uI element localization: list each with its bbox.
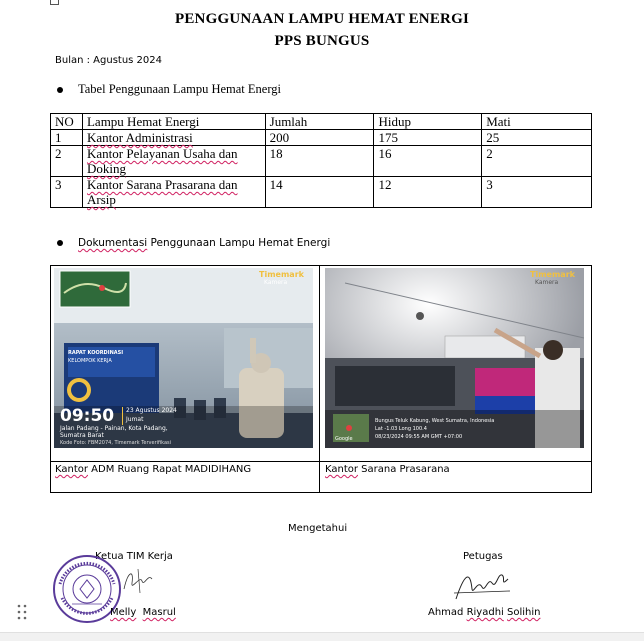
drag-handle-icon[interactable] — [17, 604, 27, 620]
signature-ahmad — [452, 565, 512, 607]
banner-text: RAPAT KOORDINASI — [68, 350, 124, 356]
photo-date: 23 Agustus 2024 — [126, 407, 177, 414]
table-cell-text: Kantor Administrasi — [86, 130, 193, 145]
table-row — [51, 146, 592, 177]
section-heading-word: Dokumentasi — [78, 237, 148, 249]
caption-rest: ADM Ruang Rapat MADIDIHANG — [88, 464, 252, 475]
lamp-usage-table — [50, 113, 592, 208]
caption-word: Kantor — [55, 464, 88, 475]
caption-rest: Sarana Prasarana — [358, 464, 450, 475]
photo-coordinates: Lat -1.03 Long 100.4 — [375, 426, 427, 432]
table-cell: 175 — [374, 130, 482, 146]
signer-name-first: Ahmad — [428, 607, 467, 618]
photo-timestamp: 08/23/2024 09:55 AM GMT +07:00 — [375, 434, 463, 440]
photo-location: Jalan Padang - Painan, Kota Padang, — [60, 425, 168, 432]
table-cell: 25 — [482, 130, 592, 146]
right-signer-name — [428, 607, 541, 618]
signer-name-last: Masrul — [142, 607, 176, 618]
divider — [51, 461, 591, 462]
right-signer-role: Petugas — [463, 551, 503, 562]
table-cell: 2 — [51, 146, 83, 177]
timemark-watermark: Timemark — [530, 270, 575, 279]
table-cell: 2 — [482, 146, 592, 177]
section-heading-docs — [78, 237, 330, 249]
photo-footer: Kode Foto: FBM2074, Timemark Terverifikasi — [60, 440, 172, 446]
table-header-cell: Lampu Hemat Energi — [82, 114, 265, 130]
signer-name-first: Melly — [110, 607, 137, 618]
signer-name-last: Solihin — [507, 607, 541, 618]
table-cell-text: Kantor Sarana Prasarana dan Arsip — [86, 177, 238, 207]
table-cell-text: Kantor Pelayanan Usaha dan Doking — [86, 146, 238, 176]
map-label: Google — [335, 436, 353, 442]
table-cell — [82, 130, 265, 146]
photo-ceiling-lamp[interactable] — [325, 268, 584, 448]
left-signer-name — [110, 607, 176, 618]
document-title: PENGGUNAAN LAMPU HEMAT ENERGI — [174, 11, 469, 27]
photo-meeting-room[interactable] — [54, 268, 313, 448]
table-cell — [82, 146, 265, 177]
table-cell — [82, 177, 265, 208]
signer-name-mid: Riyadhi — [466, 607, 504, 618]
document-subtitle: PPS BUNGUS — [274, 33, 370, 49]
time-divider — [122, 407, 123, 425]
banner-text: KELOMPOK KERJA — [68, 358, 112, 364]
table-header-cell: Hidup — [374, 114, 482, 130]
bullet-icon — [57, 87, 63, 93]
table-header-cell: Mati — [482, 114, 592, 130]
table-cell: 200 — [265, 130, 374, 146]
table-cell: 18 — [265, 146, 374, 177]
table-header-cell: Jumlah — [265, 114, 374, 130]
timemark-watermark-sub: Kamera — [535, 279, 559, 286]
section-heading-rest: Penggunaan Lampu Hemat Energi — [147, 237, 331, 249]
photo-day: Jumat — [126, 416, 144, 423]
acknowledged-label: Mengetahui — [288, 523, 348, 534]
bullet-icon — [57, 240, 63, 246]
photo-location: Sumatra Barat — [60, 432, 104, 439]
section-heading-table: Tabel Penggunaan Lampu Hemat Energi — [78, 82, 281, 96]
left-signer-role: Ketua TIM Kerja — [95, 551, 173, 562]
table-cell: 14 — [265, 177, 374, 208]
photo-caption-2 — [325, 464, 450, 475]
photo-caption-1 — [55, 464, 251, 475]
table-cell: 3 — [482, 177, 592, 208]
selection-handle[interactable] — [50, 0, 59, 5]
table-cell: 3 — [51, 177, 83, 208]
photo-time: 09:50 — [60, 406, 115, 426]
table-cell: 12 — [374, 177, 482, 208]
table-header-row — [51, 114, 592, 130]
table-cell: 16 — [374, 146, 482, 177]
table-header-cell: NO — [51, 114, 83, 130]
table-cell: 1 — [51, 130, 83, 146]
documentation-table — [50, 265, 592, 493]
divider — [319, 266, 320, 492]
table-row — [51, 130, 592, 146]
caption-word: Kantor — [325, 464, 358, 475]
timemark-watermark-sub: Kamera — [264, 279, 288, 286]
timemark-watermark: Timemark — [259, 270, 304, 279]
signature-melly — [118, 565, 158, 595]
photo-location: Bungus Teluk Kabung, West Sumatra, Indonesia — [375, 418, 495, 424]
month-label: Bulan : Agustus 2024 — [55, 55, 163, 66]
table-row — [51, 177, 592, 208]
